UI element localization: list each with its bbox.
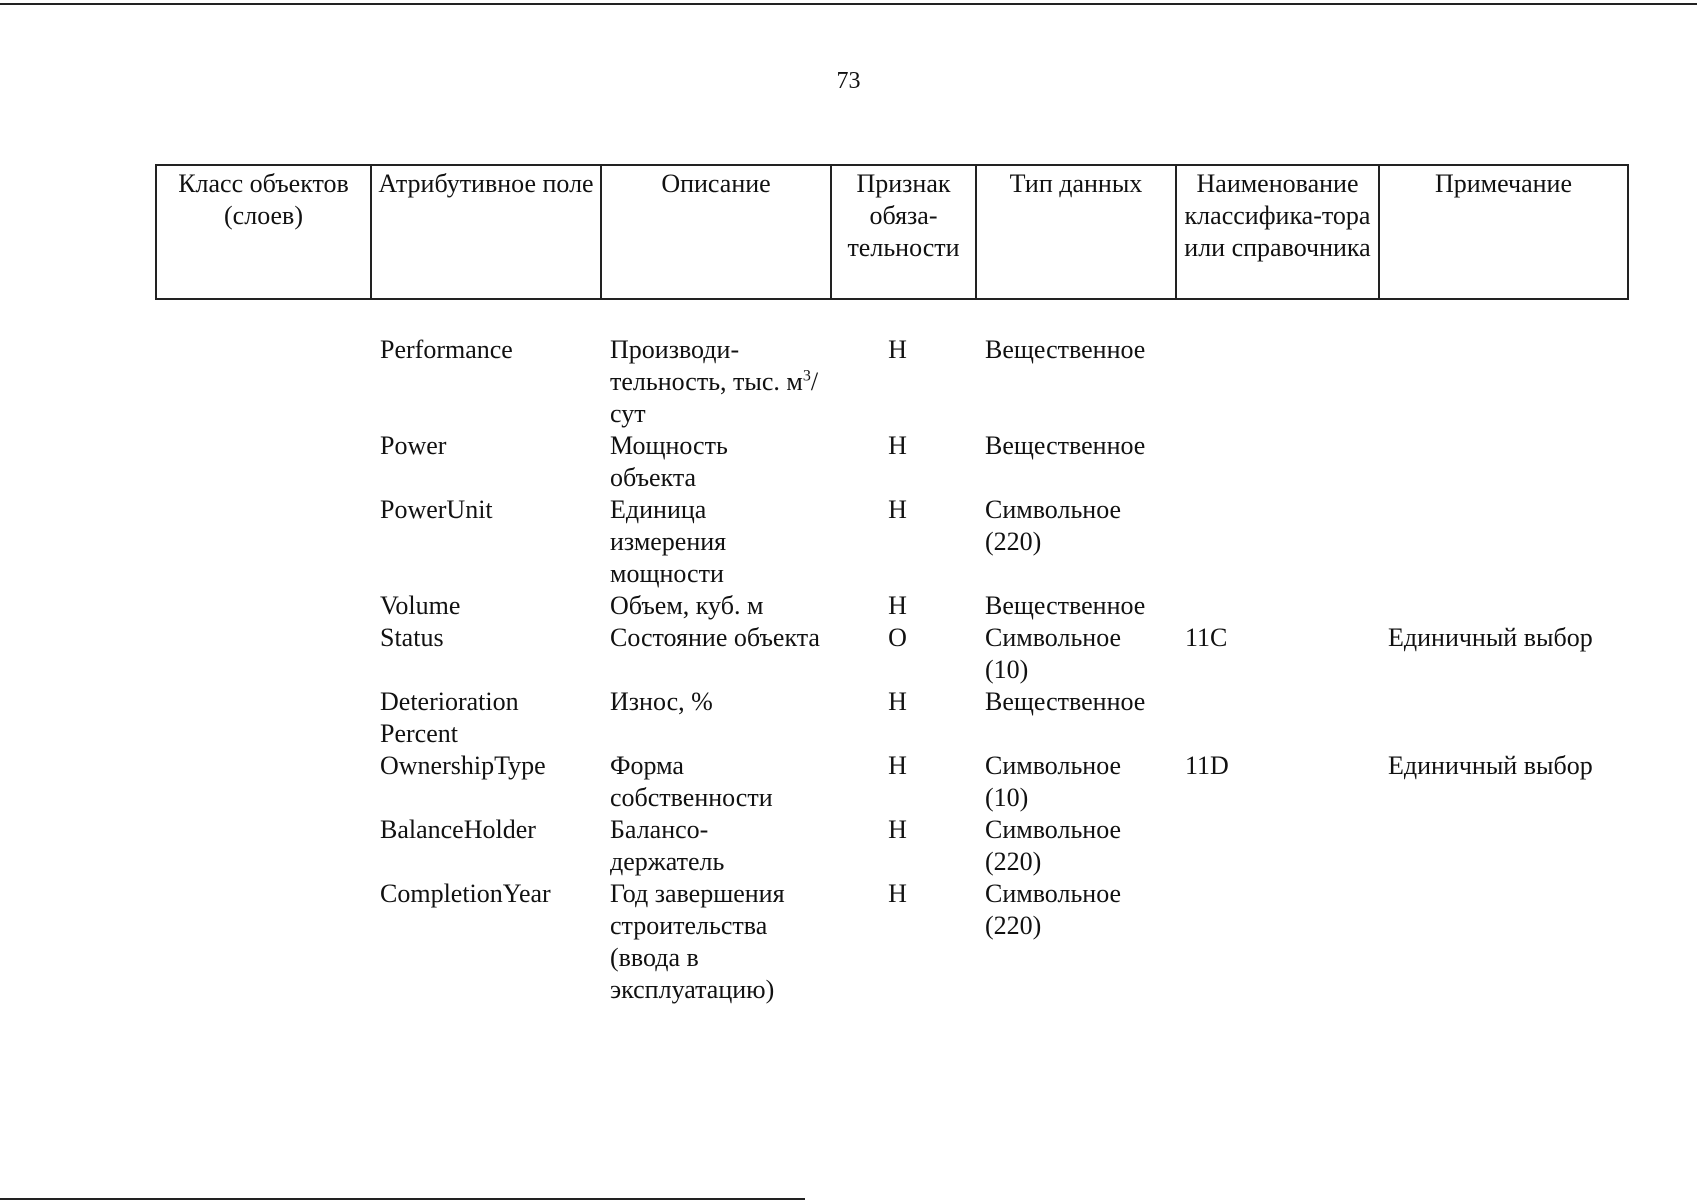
description-cell: Состояние объекта (610, 623, 820, 652)
table-row (155, 814, 1627, 878)
classifier-cell: 11C (1185, 623, 1228, 652)
table-row (155, 686, 1627, 750)
required-cell: Н (888, 687, 907, 716)
classifier-cell (1175, 430, 1378, 494)
class-cell (155, 878, 370, 1006)
column-header-type: Тип данных (976, 165, 1176, 299)
classifier-cell (1175, 814, 1378, 878)
field-cell: Status (380, 623, 444, 652)
table-row (155, 590, 1627, 622)
field-cell: CompletionYear (380, 879, 551, 908)
type-cell: Вещественное (985, 687, 1146, 716)
table-row (155, 622, 1627, 686)
required-cell: Н (888, 495, 907, 524)
type-cell: Вещественное (985, 431, 1146, 460)
column-header-class: Класс объектов (слоев) (156, 165, 371, 299)
classifier-cell (1175, 878, 1378, 1006)
classifier-cell (1175, 590, 1378, 622)
field-cell: Power (380, 431, 447, 460)
note-cell (1378, 334, 1627, 430)
table-row (155, 750, 1627, 814)
classifier-cell (1175, 494, 1378, 590)
note-cell: Единичный выбор (1388, 751, 1593, 780)
description-cell: Год завершения строительства (ввода в эксплуатацию) (610, 879, 785, 1004)
description-cell: Мощность объекта (610, 431, 728, 492)
note-cell (1378, 814, 1627, 878)
field-cell: PowerUnit (380, 495, 493, 524)
field-cell: Volume (380, 591, 461, 620)
classifier-cell: 11D (1185, 751, 1229, 780)
class-cell (155, 814, 370, 878)
class-cell (155, 622, 370, 686)
column-header-classifier: Наименование классифика-тора или справочника (1176, 165, 1379, 299)
field-cell: OwnershipType (380, 751, 546, 780)
required-cell: Н (888, 815, 907, 844)
type-cell: Вещественное (985, 591, 1146, 620)
required-cell: Н (888, 591, 907, 620)
note-cell (1378, 590, 1627, 622)
type-cell: Символьное (220) (985, 879, 1122, 940)
table-header (155, 164, 1629, 300)
classifier-cell (1175, 334, 1378, 430)
field-cell: Performance (380, 335, 513, 364)
required-cell: Н (888, 335, 907, 364)
note-cell (1378, 878, 1627, 1006)
attributes-table (155, 334, 1627, 1006)
table-row (155, 878, 1627, 1006)
description-tail: /сут (610, 367, 819, 428)
note-cell (1378, 494, 1627, 590)
classifier-cell (1175, 686, 1378, 750)
note-cell (1378, 430, 1627, 494)
type-cell: Символьное (10) (985, 623, 1122, 684)
required-cell: О (888, 623, 907, 652)
column-header-required: Признак обяза-тельности (831, 165, 976, 299)
page-number: 73 (836, 68, 861, 94)
field-cell: BalanceHolder (380, 815, 536, 844)
required-cell: Н (888, 431, 907, 460)
class-cell (155, 334, 370, 430)
class-cell (155, 686, 370, 750)
header-row (156, 165, 1628, 299)
type-cell: Символьное (10) (985, 751, 1122, 812)
description-cell: Единица измерения мощности (610, 495, 727, 588)
table-row (155, 334, 1627, 430)
note-cell (1378, 686, 1627, 750)
column-header-description: Описание (601, 165, 831, 299)
column-header-attribute: Атрибутивное поле (371, 165, 601, 299)
description-cell: Балансо-держатель (610, 815, 725, 876)
class-cell (155, 590, 370, 622)
note-cell: Единичный выбор (1388, 623, 1593, 652)
table-row (155, 430, 1627, 494)
table-row (155, 494, 1627, 590)
description-cell: Износ, % (610, 687, 713, 716)
required-cell: Н (888, 879, 907, 908)
type-cell: Вещественное (985, 335, 1146, 364)
type-cell: Символьное (220) (985, 495, 1122, 556)
required-cell: Н (888, 751, 907, 780)
top-rule (0, 3, 1697, 5)
type-cell: Символьное (220) (985, 815, 1122, 876)
description-cell (600, 334, 830, 430)
description-text: Производи-тельность, тыс. м (610, 335, 803, 396)
description-cell: Объем, куб. м (610, 591, 764, 620)
field-cell: Deterioration Percent (380, 687, 519, 748)
description-cell: Форма собственности (610, 751, 773, 812)
class-cell (155, 430, 370, 494)
superscript: 3 (802, 367, 811, 385)
class-cell (155, 494, 370, 590)
class-cell (155, 750, 370, 814)
column-header-note: Примечание (1379, 165, 1628, 299)
